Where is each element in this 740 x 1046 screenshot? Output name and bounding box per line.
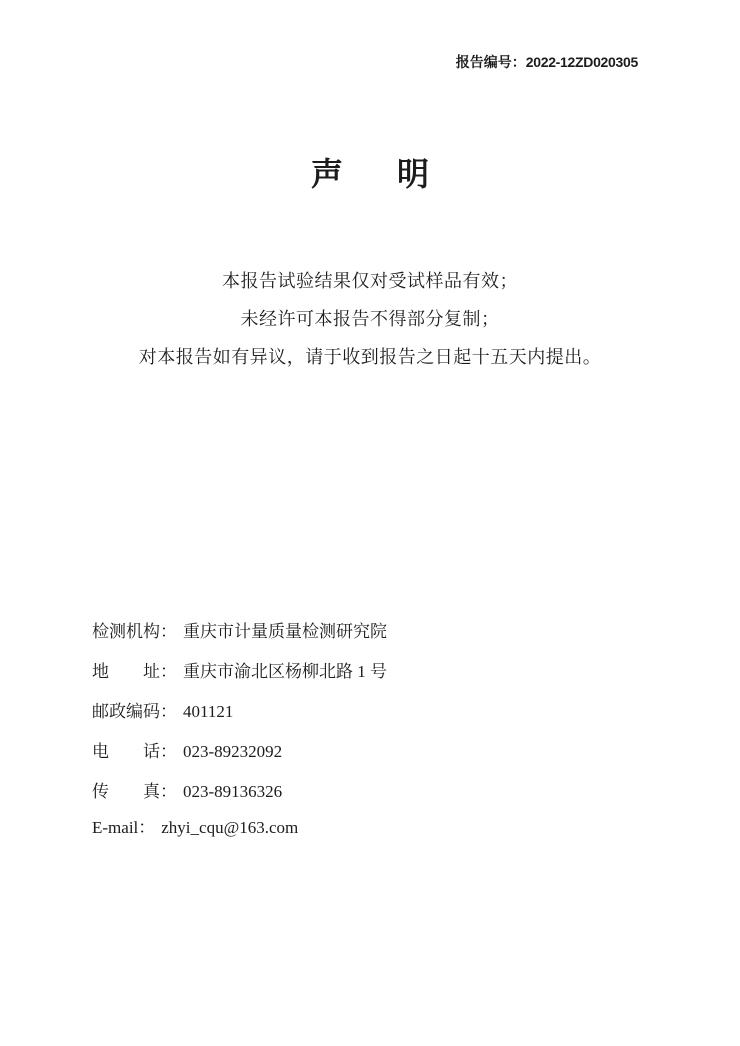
colon: ： [160,622,177,641]
declaration-line-objection: 对本报告如有异议，请于收到报告之日起十五天内提出。 [138,347,602,367]
contact-label-postcode: 邮政编码 [92,702,160,721]
contact-value-email: zhyi_cqu@163.com [161,818,299,837]
page-title-text: 声明 [311,156,429,192]
declaration-line-copy: 未经许可本报告不得部分复制； [240,309,500,329]
contact-row-agency [92,612,387,652]
colon: ： [138,818,156,837]
colon: ： [160,742,177,761]
contact-row-address [92,652,387,692]
contact-label-fax: 传真 [92,782,160,801]
contact-value-address: 重庆市渝北区杨柳北路 1 号 [183,662,387,681]
page-title [0,149,740,195]
report-number-value: 2022-12ZD020305 [525,54,638,70]
contact-section [92,612,387,848]
contact-row-postcode [92,692,387,732]
colon: ： [160,782,177,801]
contact-row-phone [92,732,387,772]
contact-value-fax: 023-89136326 [183,782,283,801]
colon: ： [160,702,177,721]
colon: ： [160,662,177,681]
contact-value-phone: 023-89232092 [183,742,283,761]
declaration-line-validity: 本报告试验结果仅对受试样品有效； [222,271,518,291]
contact-label-agency: 检测机构 [92,622,160,641]
contact-label-phone: 电话 [92,742,160,761]
contact-row-fax [92,772,387,812]
contact-label-address: 地址 [92,662,160,681]
contact-label-email: E-mail [92,818,139,837]
contact-row-email [92,808,387,848]
contact-value-agency: 重庆市计量质量检测研究院 [183,622,387,641]
contact-value-postcode: 401121 [183,702,234,721]
declaration-section [0,262,740,376]
report-number-label: 报告编号： [455,54,526,70]
report-number [456,52,638,72]
